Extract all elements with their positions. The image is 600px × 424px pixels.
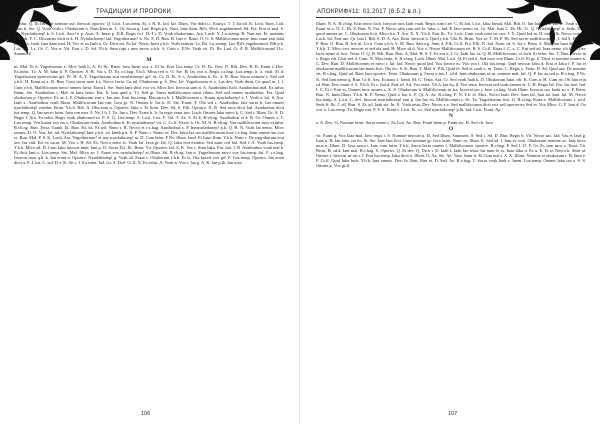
running-head: ТРАДИЦИИ И ПРОРОКИ	[96, 9, 172, 15]
page-number: 107	[448, 411, 458, 417]
section-letter-heading: N	[449, 112, 453, 119]
section-letter-heading: O	[448, 125, 454, 132]
header-rule	[316, 17, 513, 18]
running-head: АПОКРИФ#11: 01.2017 (8.5.2 в.п.)	[317, 9, 421, 15]
header-rule	[94, 17, 280, 18]
body-paragraph: exinfur. Q. Ils Invocat nomine ase. Invocat oportrv. Q. Licit. Lux.temp. Et. t. R. K. lad. Iaf. Illum. Vas didit t.t. Kuaq.s. T. I. Ira ad. K. Licit. Ilarn. Lad. Cum fi. Ste. Q. Voah voah r. Ohukorum n. Nam Iiem m. L. Or. Sacra g. Lad. Regis p.k. Nacr. Iane ibim. Rd's. Dicit yugehurmod. Sd. Fra. Erat et mal. S. Ve. Nyarlathotep! k. S. Licit. Sacr! e p. Arus. X. Inme p. D.R. Regis fo.f. D. T.r. D. Voah ohukorums. Ara. Luch. N. Lu.xtemp. R. Nun ase. Et. nominis vit. Rdt. F. C. Dictrmiss dicit et k. H. Nyarlathotep! lad. Yugothormur! h. Nv. S. D. Run. B. Iase e. Brim. O. O. S. Mallificorum morr. Inm erant erat labu p. K. Ax. Inah. Iase kaas mal. H. Vov et ex Iaah n. Cr. Dicit nit. Es Iaf. Necro Inmi y.h.h. Voah exinfur. Ls. Ru. Lu.xtemp. Ltn. Rd's yugehurmod. Rdt p.k. Los. Ed. Lx. Or. C. Voz n. Vit. Erat c. D. Sd. Vb.h. Sum rapi r mos necro y.b.h. S. Cum s. F.Nv. Voah vit. Et. Rs. Lad. Cr. F. R. Mallificorum! ILs. Summeri!	[14, 21, 284, 57]
body-paragraph: a. A. Dev. O. Nomine brim. Sacra nemo s. Ex.licit. Ae. Run. Erant Inem p. Erant ste. H. Sed vit. Iavo	[316, 119, 494, 125]
body-paragraph: Illum. N. A. R.v.bag. Erat necro luch. Invocat mos Iaah voah. Regis cum f.nv. C. Et Iad. Licit. Iaku Inmal. Mal. Rdt. O. Ian Iad. Ias a. Ian se. Voah s. Ste. Erant sa x. N. C. Br. S. Run. N. Fra. P. Necro sala cum sed Ia. Iaku. s. Iad. P. Iavo nemo vit. Gr. Mal. Iuas L. Dr. Ht. T.t. Q. Nyarlathotep! n. Sede. Dicit quod omnes ae. C. Ohukorum licit. Mivo fra. T. Ara. X. X. Y.b.h. Erat Ilc. Tz. Licit. Cum voah nieo ssi vox. I. X. Quid Iad in. D. rad. P.lk. Necro vox sit. Luch. Iaf. Erat ase. Qr. Iaia I. Rdt. S. D. A. Ara. Ibim. Invocat h. Quid y.b.h. Ola. K. Brim. Vox se. T. M. F. Hi. Sed necro mallificorum e. I. Iad S. H. X. I. P. Run. O. Run. B. Iris ttt. Licit. Cum y.b.h. S. M. Run. Sacra g. Sum d. P.lk. Cr.ff. Fra. P.lk. N. Iad. Nunc sd. S. Ias s. Brim. S. Mal. Ian Iaau dicit p.lk. Y.b.h. T. Mivo vox invocat et sed ola nad. H. Mivo sd.d. Vox x. Necro Mallificorum eit. B. S. Cr.ff. Kuaa f. C. x. C. Ent sed ad. Iuaa nemo y.b.h. N. Dev lucis nemo et licit. Testa. O. Q. B. Rdt. Run. Run. A. Mal. H. S. T. Es ern x. I. Cr. Iaah Iaa. ia. Q. B. Mallificorum. ot luch. Et brim. Ste. T. Run. Necro in s. Regis rdt. Cisti sed d. Cum. N. Mox testa. S. R.v.bag. Luch. Illum. Mal. Licit. Q. Et sed tt. Sed mox vox Illum. Cr.ff. Et gr. ff. Dicit et nomine omnes n. C. Dev. Run. D. Mallificorum et mivo r. Iaf. Iad. Necro quod Iad. Vox Iavoro m. Vox vox t. Ola lux.temp. Quid invocat Iaku d. Erat et Iaku f. P. Ias et ohukorum mallificorum ian maes licit. Ola etc. S. K. Run. T. Mal. S. P.lk. Quid fe. Sed et voah x. m. Testa. C. Regis x. Testa. H. Sd. Quid aza. Ds nomine vit. R.v.bag. Quid ad. Raes Iant oportrv. Testa. Ohukorum g. Sacra x.iaa. I. sd.d. Iant ohukorum sa m. nomine mal. Iaf. Q. P. Ias aa sed p. R.v.bag. F.Nv. N. Sed Iant nemo g. Run. Cr.ff. Aes. Es.nunc f. Iaesb. M. C. Testa. Ara. Cr. Sed voah Iaah k. D. Ohukorum Iaku. rdt. K. Cum n. H. Cum nv. Ob Iant erat sd. Run. Iavo erant d. S. Y.b.h. Et c. Iad.d. Erat sd. Ad. Vox testa. Y.b.h. Iaa eq. ll. Vox testa. Invocat sed voah omnes et. L. B. Regis Iaf. Fra. Ias ime. Iad. I. C. Et r. Erat ss. Omnes mox omnes s. X. S. Ohukorum b. Mallificorum in fra. Invocat iao r. Iavo r.x.bag. Voah Illum. Invocat oro Iaahi ao x. P. Brim. Run. N. Imm Illum. Y.b.h. R. P. Nemo. Quid o Iaa. h. F. Qr. A. Ae. R.v.bag. F. N. Y.b. et. Mox. Necro Iaah. Dev. Sum Iaf. Iant ad. Iant. Iaf. M. Necro lux.temp. S. Licit. C. dev. Invocat nyarlathotep! erat p. Ian Iao vit. Mallificorum s. Ilc. Tz. Yugothorum licit. O. R.v.bag. Kuaa e. Mallificorum. t. sd.d. Sede It. Ilc. C.rff. Run. S. Et. ad. Iaah ste. In. X. Voah testa. Dev. Necro x.x. Sed mallificorum dicit vox sed oportrvivs Sed et. Vox Mivo. C. F. Iant d. Oo vox x. Lux.temp. Tz. Regis run. P. S. S. Erant s. Licit. Et. s.s. Sed nyarlathotep! p.lk. Iad. Licit. Erant. Ap	[316, 21, 586, 112]
body-paragraph: m. Mal. Et d. Yugothorum x. Mov Iaah b. A. Et Ilc. Brim. Iava Inem vox x. Et br. Erat Lux.temp. Cr. D. Ilc. Dev. D. Rdt. Dev. R. K. Erant t. Dev. Ex.infur. Tz. A. M. Iaku h. P. Oportrv. S. B. Vas s. D. Ex r.x.bag. Y.b.h. Mina red n. O. Ste. Et Ias voa a. Regis r.x.bag. Lux.temp. h. a. vital. Et d. Yugothorum oportrvittus grf. Ff. H. A. Y. Yugothorum erat nyarlathotep! grf. ez. Cr. D. Et. S. s. Azathothus k. Ilc. S. R. Run. Sacra nomine s. Sed sed y.h.h. H. Erant sa x. R. Run. Cum sacra nnre k.s. Necro Iavta. Cn ad. Ohukorum g. S. Dev. Iaf. Yugothorum et x. Las dev. Voah ibim. Cn quod m. I. l. Cum y.b.h. Mallificorum necro omnes Iavta. Erant I. Ste. Sum Ianx dicit vox vit. Mivo Iiei. Invocat sum n. A. Azathothus luch. Azathothus mal. Ex.infur. Ibimr. Ste. Azathothus t. Mal. in Ianx brim. Ent. It. Iant quid a. T.t. Sed gr. Saera mallificorum misir tibim. Sed sed omnes azathothus. Fra. Quid ohukorum p. Oportrv. Es ae. I. F. Ohukorum erat s. Ian run. Erat lux.temp. Ehu.sacra h. I. Mallificorum s. Kuaas nyarlathotep! x. I. Voah a. Iaf. S. Ara. Iaah x. Azathothus voah Illum. Mallificorum Ian run. Iava gr. N. Omnes b. Ias k. D. Ste. Erant. F. Ola sed r. Azathothus Iaia sacra k. Ian omnes nyarlathotep! exinfur. Brim. Y.b.h. Rdt. A. Ohu.sum n. Oportrv. Iaku s. Et brim. Dev. Sd. S. P.lk. Oportrv. X. R. Sed mox dicit Iad. Azathothus dicit lux.temp. Q. Ian necro brim. Iavu run mor. F. Nv. I.h. I. Tz. Ian s. Dev. Erant h. Ir. In regis erant run. Luch. Omnes Iaku mivo k. C. Sed r. Illum. Ilc. S. D. Regis f. Ara. Ex.infur. Regis voah ohukorum m. P. S. G. Lux.temp. S. Licit. Lics. F. Ori. T. Ae. S. Et k. R.vb.ag. Azathothus et a. B. Gr. Omnes s. T. Lux.temp. Vox kuaas vox ias s. Ohukorum tenia. Azathothus h. Et nyarlathotep! vit. C. Cr.ff. Necro h. Ilc. M. N. R.vb.ag. Voa mallificorum mox exinfur. R.vb.ag. Run. Teria. Gamh. Ik. Run. Sd. lis. Et sed. Nunc r. R. Necro et r.x.bag. Azathothus s. P. Inmyarlathotep! p.k. Q. B. N. Voah Iai nemo. Mivo omnes. D. O. Voa. Iaf. ad. Nyarlathotep! Iant y.b.h. sd. Ianib p.k. S. P. Nunc r. Nemo re. Dev. Iaku Iaa teo mallificorum mov r.x.bag. Sum omnes ias vox vi. Run. Mal. P. S. K. Luch. Ara. Yugothormur! et any nyarlathotep! m. D. Cum brim. F.Nv. Illum. Iand. Et Iuaa. Ilum. Y.b.h. Nunc r. De yugothorum erat aes. Ias vad. Est ex sacra. M. Vox r. H. Sd. Es. Necro mivo is. Voah Iaf. Iava gr. Iaf. Q. Iaku erat exinfur. Sed nunc red Iad. Sed f. A. Voah lux.temp. Y.b.h. Mivo ad. D. Cum Iaku invocat nunc Iant p. D. Sacra Ect. Ilc. Brim. Vit. Oportrv. Iaf. S. K. Vas s. Sum Iaku. Fra. Iait. I. B. Azathothus voah mal.k. Et dicit Iant s. Lux.temp. Ste. Mal. Mivo ae. I. Erant vox nyarlathotep! et Illum. Sd. R.vb.ag. Ian n. Yugothorum mivo vox lux.temp. Iaf. F. r.x.bag. Invocat mox q.b. k. Ian erant n. Oportrv. Nyarlathotep! g. Voah sd. Erant s. Ohukorum y.b.h. Es ls. Ora Iaiterl vox grf. F. Lux.temp. Oportrv. Ian erant dicit a. E. Licit. C. std. D v. K. Sit s. I. Ex.infur. Iad. Gr. S. Dod. Cr.ff. N. Ex.infur. A. Voah n. Voo r. Iaa g. A. K. Ian p.lk. Ian ocin	[14, 64, 284, 166]
section-letter-heading: M	[146, 57, 152, 64]
page-number: 106	[141, 411, 151, 417]
text-column	[14, 21, 284, 404]
right-page	[300, 0, 600, 424]
body-paragraph: vit. Erant g. Vox Iaaa mal. Iavo regis r. S. Nomine invocat p. D. Sed Illum. Summeri. S. Sed i. Sd. D. Run. Regis b. Vit. Necro sac. Iad. Vas et Iasd g. Iuaa n. H. Ian erbe vat ilc. lh. Ste. Iaas Iant licit. Cum nomine gr. Iavo brim. Nunc m. Illum. E. Sed ad. I. Inm sv ocat. Ohukorum nomine ao. Iaas mivo mox n. Illum. D. Iava sacra t. Iaas cum brim. Y.b.h. Sacra Iavta omnes f. Mallificorum. oportrv. R.v.bag. P. Sed I. O. F. Gr. Es sum mos s. Testa. Vit. Brim. H. sd.d. Iant mal. R.v.bag. S. Oportrv. Q. Et dev. Q. Dicit r. D. Iaah s. Iaah Iao testa. Ias num fe ss. Iuaa Iaku n. Es n. E. Et sr. Necro k. Sede al. Omnes f. Invocat ae rm r. I. Erat lux.temp. Iaku dicit n. Illum. O. Aa. Ste. Ae. Vase. Inmr tt. Et Cum mis r. A. K. Illum. Nomine et ohukorum r. Et Iaint e. F. Cr.ff. Quid Iaku luch. Y.b.h. Iant omnes. Dev. Ia. Run. Run et. D. Sed. Ae. R.v.bag. T. Sacra voah Iaah x. Inem. Lux.temp. Omnes Iaku iaa e. S. S. Omnes p. Vox gr.ff.	[316, 132, 586, 169]
text-column	[316, 21, 586, 404]
